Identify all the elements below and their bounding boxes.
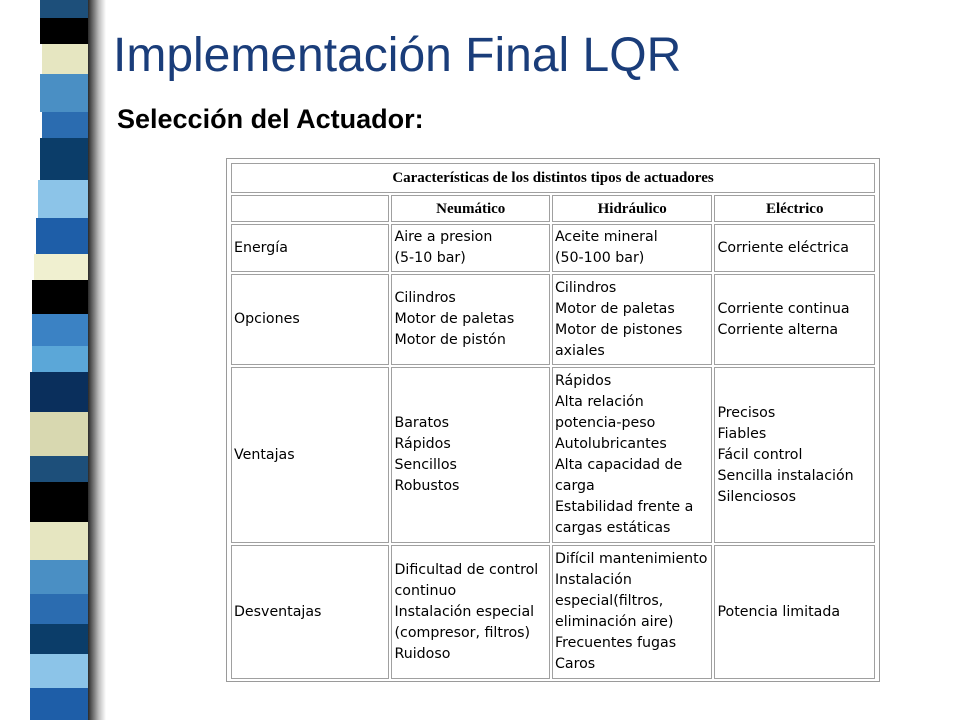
table-cell xyxy=(714,545,875,679)
stripe-segment xyxy=(30,522,90,560)
stripe-segment xyxy=(30,654,90,688)
cell-line: Alta relación xyxy=(554,394,644,410)
cell-line: Alta capacidad de xyxy=(554,457,683,473)
actuator-table xyxy=(229,161,877,681)
cell-line: Motor de paletas xyxy=(394,311,515,327)
cell-line: Cilindros xyxy=(554,279,617,296)
table-cell xyxy=(391,274,549,365)
cell-line: (50-100 bar) xyxy=(554,250,645,266)
cell-line: Motor de paletas xyxy=(554,300,675,317)
stripe-segment xyxy=(42,44,90,74)
cell-line: potencia-peso xyxy=(554,415,656,431)
cell-line: Rápidos xyxy=(554,373,612,389)
header-hidraulico: Hidráulico xyxy=(552,195,713,222)
slide-subtitle: Selección del Actuador: xyxy=(117,104,424,134)
table-row xyxy=(231,274,875,365)
cell-line: especial(filtros, xyxy=(554,593,664,609)
cell-line: Fiables xyxy=(717,425,767,442)
cell-line: Ruidoso xyxy=(394,645,451,662)
table-cell xyxy=(714,367,875,543)
table-cell xyxy=(552,545,713,679)
cell-line: cargas estáticas xyxy=(554,520,671,536)
cell-line: Instalación xyxy=(554,572,632,588)
stripe-segment xyxy=(30,594,90,624)
stripe-segment xyxy=(30,688,90,720)
cell-line: Motor de pistones xyxy=(554,321,683,338)
row-label: Ventajas xyxy=(231,367,389,543)
cell-line: Aceite mineral xyxy=(554,229,658,245)
header-electrico: Eléctrico xyxy=(714,195,875,222)
stripe-segment xyxy=(30,482,90,522)
cell-line: Estabilidad frente a xyxy=(554,499,694,515)
stripe-segment xyxy=(32,280,90,314)
cell-line: Cilindros xyxy=(394,290,456,306)
table-caption: Características de los distintos tipos de actuadores xyxy=(231,163,875,193)
cell-line: Caros xyxy=(554,656,596,672)
cell-line: (compresor, filtros) xyxy=(394,624,531,641)
table-cell xyxy=(552,367,713,543)
table-row xyxy=(231,224,875,272)
cell-line: (5-10 bar) xyxy=(394,250,466,266)
stripe-segment xyxy=(30,624,90,654)
stripe-segment xyxy=(40,74,90,112)
row-label: Desventajas xyxy=(231,545,389,679)
table-cell xyxy=(552,224,713,272)
row-label: Energía xyxy=(231,224,389,272)
cell-line: Aire a presion xyxy=(394,229,493,245)
header-empty xyxy=(231,195,389,222)
cell-line: Corriente continua xyxy=(717,300,850,317)
stripe-segment xyxy=(40,138,90,180)
cell-line: axiales xyxy=(554,342,605,359)
stripe-segment xyxy=(30,560,90,594)
stripe-segment xyxy=(38,180,90,218)
stripe-segment xyxy=(40,0,90,18)
cell-line: Autolubricantes xyxy=(554,436,667,452)
cell-line: eliminación aire) xyxy=(554,614,674,630)
cell-line: Silenciosos xyxy=(717,488,796,505)
table-row xyxy=(231,367,875,543)
table-header-row xyxy=(231,195,875,222)
table-cell xyxy=(391,545,549,679)
stripe-segment xyxy=(30,412,90,456)
stripe-segment xyxy=(42,112,90,138)
table-cell xyxy=(714,224,875,272)
cell-line: continuo xyxy=(394,582,457,599)
cell-line: Motor de pistón xyxy=(394,332,506,348)
row-label: Opciones xyxy=(231,274,389,365)
table-row xyxy=(231,545,875,679)
cell-line: Dificultad de control xyxy=(394,561,539,578)
cell-line: Instalación especial xyxy=(394,603,535,620)
cell-line: carga xyxy=(554,478,595,494)
cell-line: Difícil mantenimiento xyxy=(554,551,708,567)
table-cell xyxy=(391,367,549,543)
stripe-segment xyxy=(34,254,90,280)
cell-line: Baratos xyxy=(394,415,450,431)
table-cell xyxy=(714,274,875,365)
table-cell xyxy=(552,274,713,365)
stripe-segment xyxy=(32,346,90,372)
stripe-segment xyxy=(32,314,90,346)
cell-line: Corriente eléctrica xyxy=(717,239,849,256)
cell-line: Precisos xyxy=(717,404,776,421)
stripe-segment xyxy=(30,456,90,482)
stripe-shadow xyxy=(88,0,106,720)
stripe-segment xyxy=(40,18,90,44)
stripe-segment xyxy=(36,218,90,254)
stripe-segment xyxy=(30,372,90,412)
cell-line: Frecuentes fugas xyxy=(554,635,677,651)
actuator-table-frame xyxy=(226,158,880,682)
cell-line: Sencillos xyxy=(394,457,457,473)
cell-line: Corriente alterna xyxy=(717,321,839,338)
cell-line: Fácil control xyxy=(717,446,803,463)
table-cell xyxy=(391,224,549,272)
slide-title: Implementación Final LQR xyxy=(113,29,682,82)
cell-line: Robustos xyxy=(394,478,460,494)
cell-line: Rápidos xyxy=(394,436,451,452)
cell-line: Sencilla instalación xyxy=(717,467,854,484)
cell-line: Potencia limitada xyxy=(717,603,841,620)
header-neumatico: Neumático xyxy=(391,195,549,222)
